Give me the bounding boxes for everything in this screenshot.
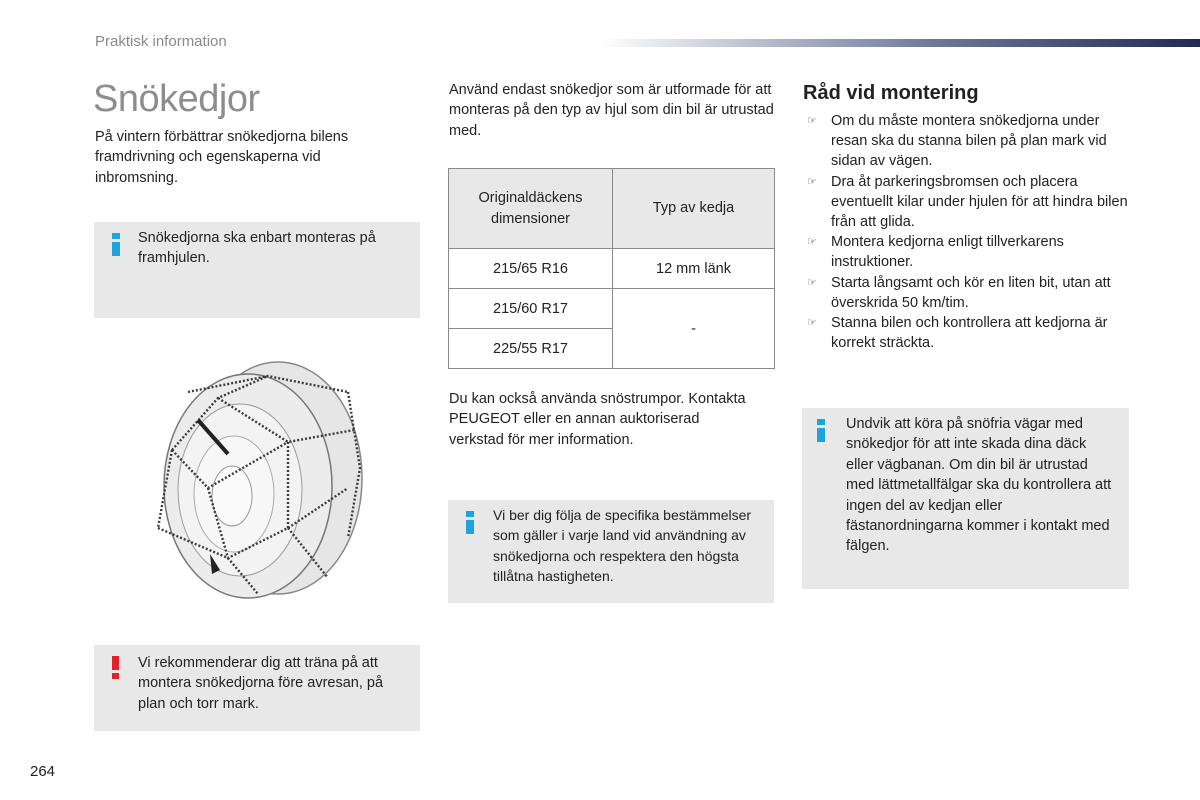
table-cell-chain: 12 mm länk xyxy=(613,249,775,289)
table-cell-dimension: 225/55 R17 xyxy=(449,329,613,369)
list-item: ☞ Stanna bilen och kontrollera att kedjorna är korrekt sträckta. xyxy=(807,315,1108,352)
page-title: Snökedjor xyxy=(93,78,260,120)
list-item: ☞ Montera kedjorna enligt tillverkarens instruktioner. xyxy=(807,234,1064,271)
mounting-advice-list xyxy=(803,111,1133,353)
warning-icon xyxy=(112,656,120,679)
info-text: Undvik att köra på snöfria vägar med snökedjor för att inte skada dina däck eller vägbanan. Om din bil är utrustad med lättmetallfälgar ska du kontrollera att ingen del av kedjan eller fästanordningarna kommer i kontakt med fälgen. xyxy=(846,416,1112,555)
section-heading: Råd vid montering xyxy=(803,82,979,104)
table-row xyxy=(449,249,775,289)
table-cell-dimension: 215/65 R16 xyxy=(449,249,613,289)
info-box-rules xyxy=(448,500,774,603)
section-label: Praktisk information xyxy=(95,33,227,50)
info-icon xyxy=(112,233,120,256)
info-box-avoid xyxy=(802,408,1129,589)
intro-paragraph: På vintern förbättrar snökedjorna bilens framdrivning och egenskaperna vid inbromsning. xyxy=(95,129,349,186)
pointing-hand-icon: ☞ xyxy=(807,317,817,330)
pointing-hand-icon: ☞ xyxy=(807,236,817,249)
info-box-front-wheels xyxy=(94,222,420,318)
list-item: ☞ Dra åt parkeringsbromsen och placera eventuellt kilar under hjulen för att hindra bilen från att glida. xyxy=(807,173,1128,231)
snow-socks-paragraph: Du kan också använda snöstrumpor. Kontakta PEUGEOT eller en annan auktoriserad verkstad för mer information. xyxy=(449,391,746,448)
info-icon xyxy=(466,511,474,534)
warning-text: Vi rekommenderar dig att träna på att montera snökedjorna före avresan, på plan och torr mark. xyxy=(138,655,384,712)
warning-box-practice xyxy=(94,645,420,731)
tire-chain-table xyxy=(448,168,775,369)
list-item: ☞ Starta långsamt och kör en liten bit, utan att överskrida 50 km/tim. xyxy=(807,274,1111,311)
table-cell-chain: - xyxy=(613,289,775,369)
pointing-hand-icon: ☞ xyxy=(807,175,817,188)
info-text: Snökedjorna ska enbart monteras på framhjulen. xyxy=(138,230,376,267)
table-cell-dimension: 215/60 R17 xyxy=(449,289,613,329)
list-item: ☞ Om du måste montera snökedjorna under resan ska du stanna bilen på plan mark vid sidan av vägen. xyxy=(807,113,1107,170)
page-number: 264 xyxy=(30,763,56,780)
pointing-hand-icon: ☞ xyxy=(807,115,817,127)
table-row xyxy=(449,289,775,329)
tire-chain-illustration xyxy=(148,358,370,608)
pointing-hand-icon: ☞ xyxy=(807,276,817,289)
header-gradient-bar xyxy=(600,39,1200,47)
info-icon xyxy=(817,419,825,442)
table-header-row xyxy=(449,169,775,249)
middle-intro-paragraph: Använd endast snökedjor som är utformade för att monteras på den typ av hjul som din bil är utrustad med. xyxy=(449,82,774,139)
table-header-chain-type: Typ av kedja xyxy=(613,169,775,249)
info-text: Vi ber dig följa de specifika bestämmelser som gäller i varje land vid användning av snökedjorna och respektera den högsta tillåtna hastigheten. xyxy=(493,507,752,585)
table-header-dimensions: Originaldäckens dimensioner xyxy=(449,169,613,249)
